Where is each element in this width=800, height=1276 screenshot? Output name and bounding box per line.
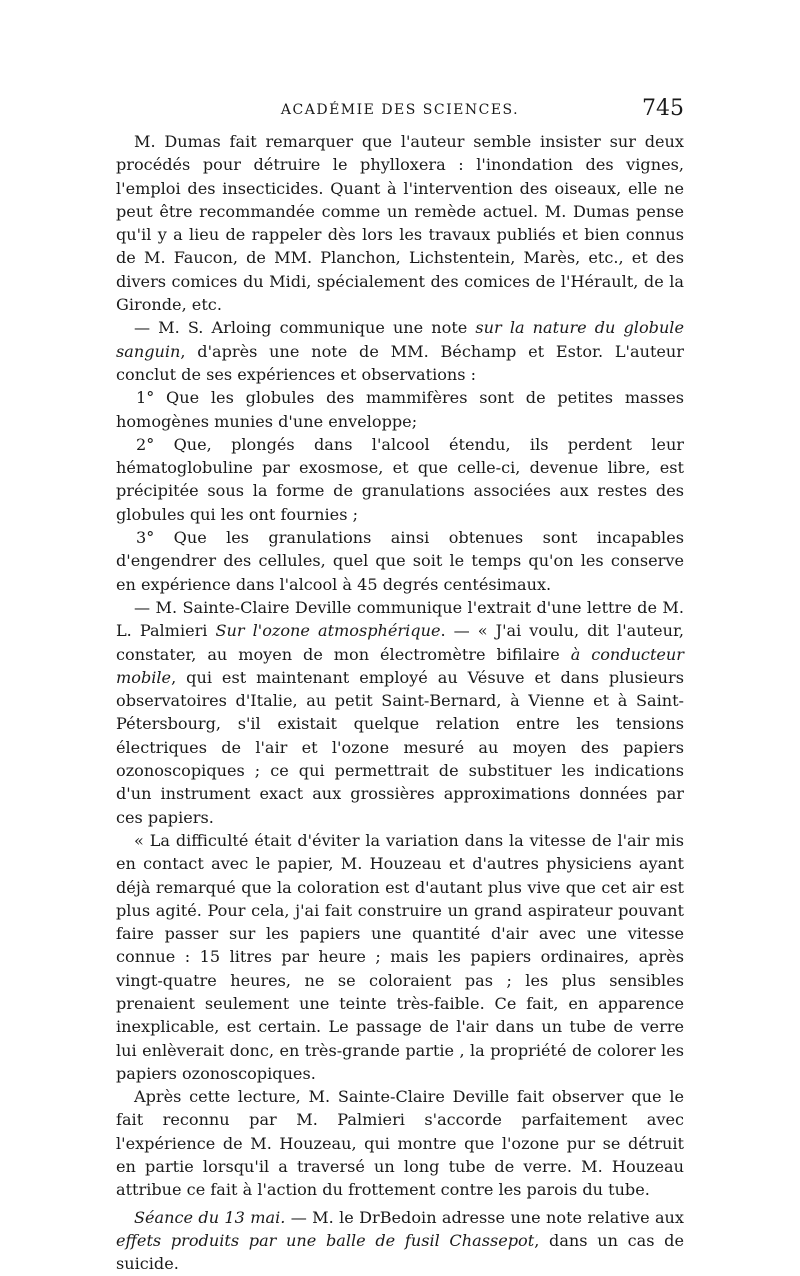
arloing-rest: , d'après une note de MM. Béchamp et Estor. L'auteur conclut de ses expériences et observations :: [116, 341, 684, 384]
page-number: 745: [642, 96, 684, 121]
paragraph-arloing: [116, 316, 684, 386]
paragraph-palmieri: [116, 596, 684, 829]
palmieri-quote-rest: , qui est maintenant employé au Vésuve et dans plusieurs observatoires d'Italie, au petit Saint-Bernard, à Vienne et à Saint-Pétersbourg, s'il existait quelque relation entre les tensions électriques de l'air et l'ozone mesuré au moyen des papiers ozonoscopiques ; ce qui permettrait de substituer les indications d'un instrument exact aux grossières approximations données par ces papiers.: [116, 667, 684, 827]
conclusion-item-2: 2° Que, plongés dans l'alcool étendu, ils perdent leur hématoglobuline par exosmose, et que celle-ci, devenue libre, est précipitée sous la forme de granulations associées aux restes des globules qui les ont fournies ;: [116, 434, 684, 524]
session-date: Séance du 13 mai.: [134, 1207, 286, 1227]
session-end: , dans un cas de suicide.: [116, 1230, 685, 1274]
session-text: — M. le DrBedoin adresse une note relative aux: [285, 1207, 684, 1227]
running-head: [116, 96, 684, 130]
paragraph-session: [116, 1206, 684, 1276]
arloing-intro: — M. S. Arloing communique une note: [134, 318, 476, 338]
palmieri-letter-title: Sur l'ozone atmosphérique: [215, 621, 441, 641]
running-title: ACADÉMIE DES SCIENCES.: [280, 102, 520, 118]
paragraph-deville-remark: Après cette lecture, M. Sainte-Claire Deville fait observer que le fait reconnu par M. Palmieri s'accorde parfaitement avec l'expérience de M. Houzeau, qui montre que l'ozone pur se détruit en partie lorsqu'il a traversé un long tube de verre. M. Houzeau attribue ce fait à l'action du frottement contre les parois du tube.: [116, 1087, 684, 1200]
palmieri-instrument: à conducteur mobile: [116, 644, 684, 687]
paragraph-dumas: M. Dumas fait remarquer que l'auteur semble insister sur deux procédés pour détruire le phylloxera : l'inondation des vignes, l'emploi des insecticides. Quant à l'intervention des oiseaux, elle ne peut être recommandée comme un remède actuel. M. Dumas pense qu'il y a lieu de rappeler dès lors les travaux publiés et bien connus de M. Faucon, de MM. Planchon, Lichstentein, Marès, etc., et des divers comices du Midi, spécialement des comices de l'Hérault, de la Gironde, etc.: [116, 132, 684, 315]
session-note-title: effets produits par une balle de fusil Chassepot: [116, 1230, 535, 1250]
paragraph-difficulty: « La difficulté était d'éviter la variation dans la vitesse de l'air mis en contact avec le papier, M. Houzeau et d'autres physiciens ayant déjà remarqué que la coloration est d'autant plus vive que cet air est plus agité. Pour cela, j'ai fait construire un grand aspirateur pouvant faire passer sur les papiers une quantité d'air avec une vitesse connue : 15 litres par heure ; mais les papiers ordinaires, après vingt-quatre heures, ne se coloraient pas ; les plus sensibles prenaient seulement une teinte très-faible. Ce fait, en apparence inexplicable, est certain. Le passage de l'air dans un tube de verre lui enlèverait donc, en très-grande partie , la propriété de colorer les papiers ozonoscopiques.: [116, 830, 684, 1083]
conclusion-item-3: 3° Que les granulations ainsi obtenues sont incapables d'engendrer des cellules, quel que soit le temps qu'on les conserve en expérience dans l'alcool à 45 degrés centésimaux.: [116, 528, 684, 594]
palmieri-quote-start: . — « J'ai voulu, dit l'auteur, constater, au moyen de mon électromètre bifilaire: [116, 621, 684, 664]
conclusion-item-1: 1° Que les globules des mammifères sont de petites masses homogènes munies d'une enveloppe;: [116, 388, 684, 431]
page: [116, 96, 684, 1276]
palmieri-intro: — M. Sainte-Claire Deville communique l'extrait d'une lettre de M. L. Palmieri: [116, 597, 684, 641]
body-text: [116, 130, 684, 1276]
arloing-note-title: sur la nature du globule sanguin: [116, 318, 684, 361]
